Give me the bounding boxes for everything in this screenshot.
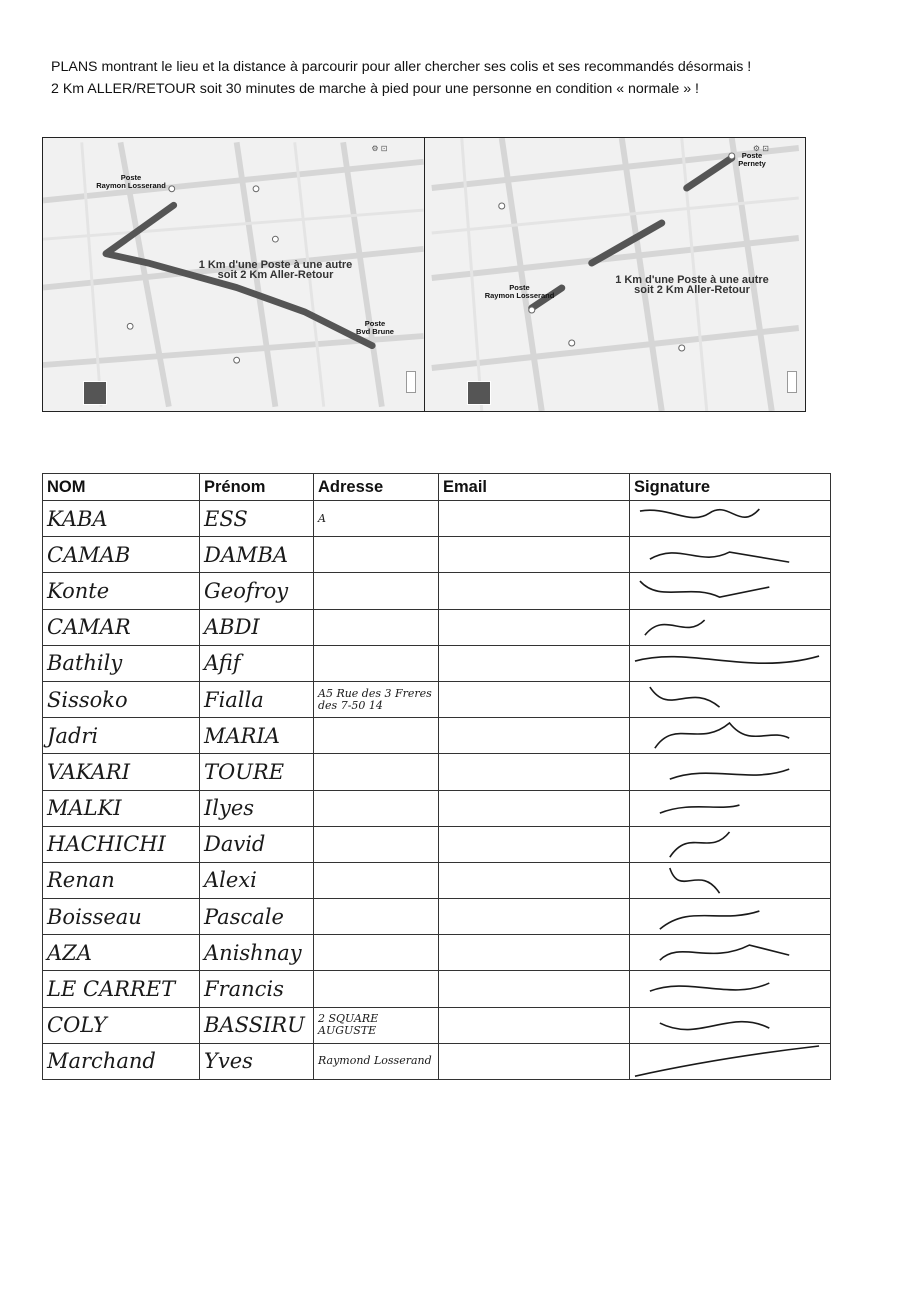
cell-prenom: David (200, 826, 314, 862)
table-row (43, 609, 831, 645)
signature-scribble (630, 682, 830, 717)
signature-stroke (650, 687, 720, 707)
signature-scribble (630, 537, 830, 572)
signature-scribble (630, 1044, 830, 1079)
cell-signature (630, 537, 831, 573)
cell-prenom: Geofroy (200, 573, 314, 609)
signature-stroke (670, 832, 730, 857)
signature-stroke (650, 984, 769, 992)
signature-stroke (670, 769, 789, 779)
intro-line-1: PLANS montrant le lieu et la distance à parcourir pour aller chercher ses colis et ses recommandés désormais ! (51, 59, 752, 75)
cell-adresse (314, 718, 439, 754)
cell-nom: Sissoko (43, 681, 200, 717)
map-1-tools[interactable]: ⚙ ⊡ (371, 144, 388, 153)
cell-signature (630, 718, 831, 754)
cell-nom: COLY (43, 1007, 200, 1043)
cell-nom: Jadri (43, 718, 200, 754)
table-row (43, 645, 831, 681)
cell-nom: Marchand (43, 1043, 200, 1079)
cell-nom: LE CARRET (43, 971, 200, 1007)
cell-nom: Bathily (43, 645, 200, 681)
cell-adresse (314, 573, 439, 609)
cell-adresse (314, 645, 439, 681)
table-row (43, 754, 831, 790)
signature-stroke (660, 1021, 769, 1029)
signature-stroke (660, 805, 740, 813)
cell-prenom: Yves (200, 1043, 314, 1079)
signature-scribble (630, 610, 830, 645)
cell-email (439, 862, 630, 898)
header-nom: NOM (43, 474, 200, 501)
cell-nom: CAMAR (43, 609, 200, 645)
cell-adresse (314, 935, 439, 971)
cell-prenom: ESS (200, 501, 314, 537)
cell-prenom: Alexi (200, 862, 314, 898)
map-2-zoom-control[interactable] (787, 371, 797, 393)
cell-email (439, 1043, 630, 1079)
cell-email (439, 754, 630, 790)
cell-prenom: MARIA (200, 718, 314, 754)
cell-adresse (314, 754, 439, 790)
cell-signature (630, 1043, 831, 1079)
signature-scribble (630, 646, 830, 681)
cell-adresse (314, 537, 439, 573)
signature-stroke (645, 620, 705, 635)
cell-nom: Boisseau (43, 899, 200, 935)
cell-signature (630, 899, 831, 935)
cell-adresse (314, 609, 439, 645)
map-1-end-label: Poste Bvd Brune (356, 319, 394, 336)
table-row (43, 899, 831, 935)
cell-nom: Konte (43, 573, 200, 609)
map-2-caption: 1 Km d'une Poste à une autre soit 2 Km Aller-Retour (615, 274, 769, 296)
cell-email (439, 826, 630, 862)
cell-adresse: Raymond Losserand (314, 1043, 439, 1079)
header-email: Email (439, 474, 630, 501)
table-header-row (43, 474, 831, 501)
header-adresse: Adresse (314, 474, 439, 501)
cell-prenom: TOURE (200, 754, 314, 790)
table-row (43, 573, 831, 609)
cell-adresse (314, 826, 439, 862)
cell-adresse (314, 862, 439, 898)
cell-nom: MALKI (43, 790, 200, 826)
signature-scribble (630, 573, 830, 608)
signature-stroke (640, 509, 759, 518)
map-2-start-label: Poste Raymon Losserand (484, 283, 555, 300)
cell-adresse (314, 790, 439, 826)
map-2-satellite-toggle[interactable] (467, 381, 491, 405)
maps-panel (42, 137, 806, 412)
intro-line-2: 2 Km ALLER/RETOUR soit 30 minutes de marche à pied pour une personne en condition « normale » ! (51, 81, 699, 97)
header-prenom: Prénom (200, 474, 314, 501)
map-1-zoom-control[interactable] (406, 371, 416, 393)
cell-email (439, 681, 630, 717)
signature-stroke (660, 945, 789, 960)
cell-prenom: Anishnay (200, 935, 314, 971)
signature-table (42, 473, 831, 1080)
map-2-tools[interactable]: ⚙ ⊡ (752, 144, 769, 153)
cell-prenom: ABDI (200, 609, 314, 645)
cell-nom: AZA (43, 935, 200, 971)
signature-scribble (630, 935, 830, 970)
cell-signature (630, 1007, 831, 1043)
signature-stroke (640, 581, 769, 597)
table-row (43, 1043, 831, 1079)
cell-prenom: Ilyes (200, 790, 314, 826)
cell-signature (630, 501, 831, 537)
signature-scribble (630, 1008, 830, 1043)
signature-stroke (635, 1046, 819, 1076)
table-row (43, 935, 831, 971)
cell-email (439, 935, 630, 971)
cell-nom: Renan (43, 862, 200, 898)
table-row (43, 718, 831, 754)
cell-nom: HACHICHI (43, 826, 200, 862)
cell-email (439, 573, 630, 609)
cell-email (439, 537, 630, 573)
cell-signature (630, 681, 831, 717)
cell-signature (630, 862, 831, 898)
map-1-start-label: Poste Raymon Losserand (96, 173, 166, 190)
cell-prenom: Pascale (200, 899, 314, 935)
cell-email (439, 1007, 630, 1043)
map-pernety (424, 138, 806, 411)
cell-email (439, 899, 630, 935)
table-row (43, 971, 831, 1007)
cell-email (439, 501, 630, 537)
cell-adresse: A (314, 501, 439, 537)
cell-adresse (314, 899, 439, 935)
signature-stroke (655, 723, 789, 748)
signature-scribble (630, 863, 830, 898)
cell-adresse: A5 Rue des 3 Freres des 7-50 14 (314, 681, 439, 717)
cell-adresse: 2 SQUARE AUGUSTE (314, 1007, 439, 1043)
cell-prenom: Francis (200, 971, 314, 1007)
cell-signature (630, 573, 831, 609)
signature-scribble (630, 718, 830, 753)
table-row (43, 501, 831, 537)
cell-email (439, 790, 630, 826)
table-row (43, 681, 831, 717)
signature-stroke (635, 656, 819, 663)
cell-prenom: BASSIRU (200, 1007, 314, 1043)
cell-nom: CAMAB (43, 537, 200, 573)
signature-stroke (670, 868, 720, 893)
table-row (43, 1007, 831, 1043)
cell-email (439, 718, 630, 754)
map-1-satellite-toggle[interactable] (83, 381, 107, 405)
table-row (43, 790, 831, 826)
signature-scribble (630, 899, 830, 934)
map-bvd-brune (43, 138, 424, 411)
cell-signature (630, 645, 831, 681)
signature-stroke (660, 911, 760, 929)
signature-scribble (630, 501, 830, 536)
cell-signature (630, 935, 831, 971)
table-row (43, 826, 831, 862)
cell-email (439, 609, 630, 645)
cell-nom: KABA (43, 501, 200, 537)
cell-adresse (314, 971, 439, 1007)
signature-scribble (630, 827, 830, 862)
cell-signature (630, 754, 831, 790)
cell-email (439, 645, 630, 681)
cell-signature (630, 826, 831, 862)
header-signature: Signature (630, 474, 831, 501)
map-1-caption: 1 Km d'une Poste à une autre soit 2 Km Aller-Retour (198, 259, 353, 281)
cell-signature (630, 609, 831, 645)
cell-prenom: Afif (200, 645, 314, 681)
table-row (43, 537, 831, 573)
cell-signature (630, 971, 831, 1007)
cell-prenom: DAMBA (200, 537, 314, 573)
signature-scribble (630, 971, 830, 1006)
cell-nom: VAKARI (43, 754, 200, 790)
map-2-end-label: Poste Pernety (738, 151, 766, 168)
signature-scribble (630, 791, 830, 826)
cell-email (439, 971, 630, 1007)
cell-signature (630, 790, 831, 826)
signature-scribble (630, 754, 830, 789)
intro-text (51, 56, 891, 100)
cell-prenom: Fialla (200, 681, 314, 717)
signature-stroke (650, 552, 789, 562)
table-row (43, 862, 831, 898)
